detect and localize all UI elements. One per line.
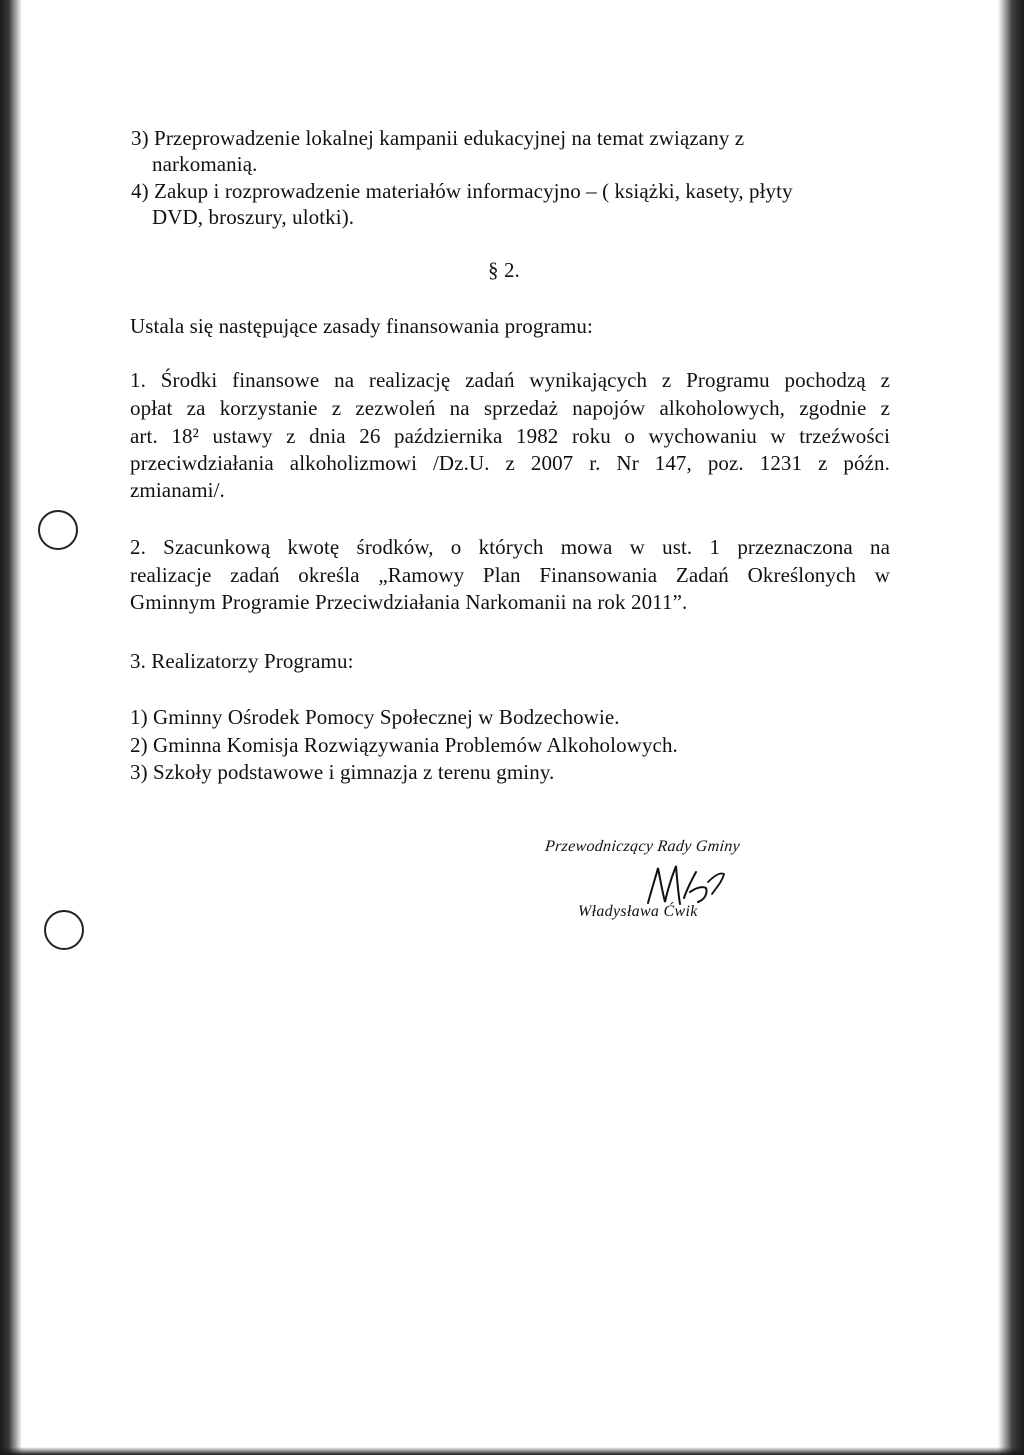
paragraph-1-line: zmianami/. [130, 478, 225, 502]
section-heading: § 2. [488, 258, 520, 282]
item-3-line: 3) Przeprowadzenie lokalnej kampanii edukacyjnej na temat związany z [131, 126, 745, 150]
item-4-line: DVD, broszury, ulotki). [152, 205, 355, 229]
item-4-line: 4) Zakup i rozprowadzenie materiałów informacyjno – ( książki, kasety, płyty [131, 179, 793, 203]
punch-hole-icon [38, 510, 78, 550]
scan-bottom-edge [0, 1447, 1024, 1455]
paragraph-2-line: Gminnym Programie Przeciwdziałania Narkomanii na rok 2011”. [130, 590, 688, 614]
paragraph-2-line: realizacje zadań określa „Ramowy Plan Finansowania Zadań Określonych w [130, 563, 890, 587]
stamp-title: Przewodniczący Rady Gminy [544, 838, 741, 855]
paragraph-1-line: 1. Środki finansowe na realizację zadań wynikających z Programu pochodzą z [130, 368, 890, 392]
paragraph-1-line: przeciwdziałania alkoholizmowi /Dz.U. z 2007 r. Nr 147, poz. 1231 z późn. [130, 451, 890, 475]
financing-intro: Ustala się następujące zasady finansowania programu: [130, 314, 593, 338]
scan-right-edge [998, 0, 1024, 1455]
paragraph-1-line: art. 18² ustawy z dnia 26 października 1982 roku o wychowaniu w trzeźwości [130, 424, 890, 448]
item-3-line: narkomanią. [152, 152, 258, 176]
realizer-item: 2) Gminna Komisja Rozwiązywania Problemów Alkoholowych. [130, 733, 678, 757]
realizer-item: 1) Gminny Ośrodek Pomocy Społecznej w Bodzechowie. [130, 705, 620, 729]
scan-left-edge [0, 0, 22, 1455]
stamp-name: Władysława Ćwik [578, 903, 698, 920]
paragraph-2-line: 2. Szacunkową kwotę środków, o których mowa w ust. 1 przeznaczona na [130, 535, 890, 559]
punch-hole-icon [44, 910, 84, 950]
paragraph-3-heading: 3. Realizatorzy Programu: [130, 649, 354, 673]
realizer-item: 3) Szkoły podstawowe i gimnazja z terenu gminy. [130, 760, 555, 784]
paragraph-1-line: opłat za korzystanie z zezwoleń na sprzedaż napojów alkoholowych, zgodnie z [130, 396, 890, 420]
